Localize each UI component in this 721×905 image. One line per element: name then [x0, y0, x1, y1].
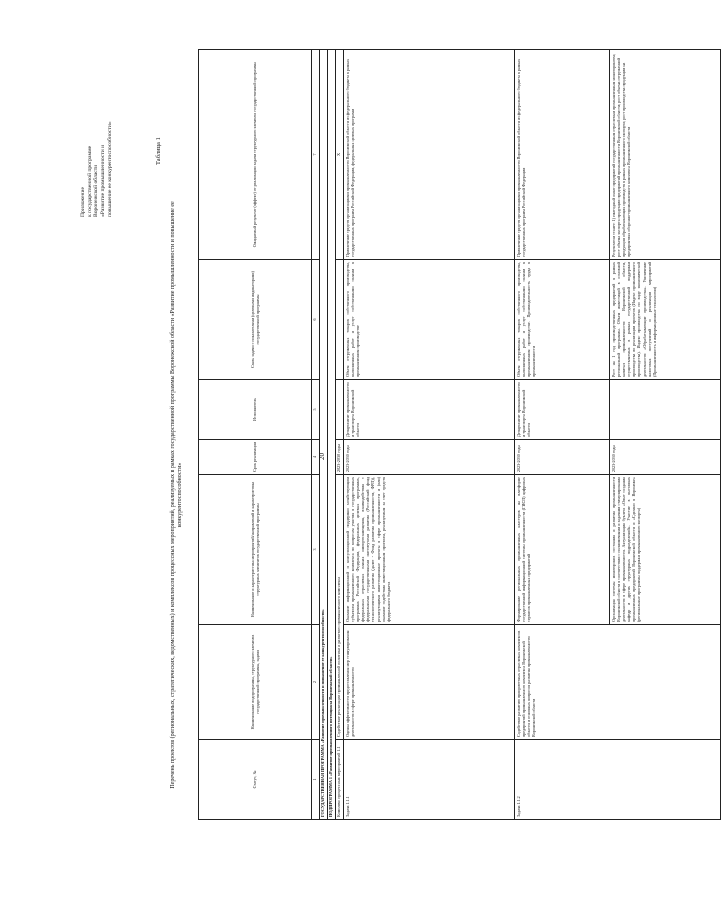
- task-period: 2023-2030 годы: [515, 440, 610, 475]
- column-number: 3: [312, 475, 320, 625]
- projects-table: [198, 49, 721, 820]
- task-link: Объем отгруженных товаров собственного производства, выполненных работ и услуг собственными силами в промышленном производстве: [344, 260, 515, 380]
- page-number: 20: [318, 453, 326, 460]
- subprogram-title: ПОДПРОГРАММА 1 «Развитие промышленного потенциала Воронежской области»: [328, 50, 336, 820]
- complex-name: Содействие реализации промышленной политики и развитию промышленного комплекса: [336, 475, 344, 740]
- table-label: Таблица 1: [155, 137, 162, 165]
- appendix-line: к государственной программе: [86, 145, 93, 217]
- column-number: 2: [312, 625, 320, 740]
- task-link: Объем отгруженных товаров собственного производства, выполненных работ и услуг собственными силами в промышленном производстве. Производительность труда в промышленности: [515, 260, 610, 380]
- column-number: 1: [312, 740, 320, 820]
- column-number: 7: [312, 50, 320, 260]
- table-row: [344, 50, 515, 820]
- appendix-line: Приложение: [80, 186, 86, 217]
- program-row: [320, 50, 328, 820]
- column-number: 4: [312, 440, 320, 475]
- task-result: Результатом станет: 1) ежегодный охват предприятий государственным отраслевым промышленным мониторингом; рост объема экспорта продукции предприятий промышленности Воронежской области; рост объема отгруженной продукции обрабатывающих производств в рамках промышленного экспорта; рост производства продукции на предприятиях оборонно-промышленного комплекса Воронежской области: [610, 50, 721, 260]
- complex-row: [336, 50, 344, 820]
- program-title: ГОСУДАРСТВЕННАЯ ПРОГРАММА «Развитие промышленности и повышение ее конкурентоспособности»: [320, 50, 328, 820]
- task-status: Задача 1.1.2: [515, 740, 721, 820]
- task-status: Задача 1.1.1: [344, 740, 515, 820]
- task-link: Рост на 1 год производственных предприятий в рамках региональной программы. Объем инвестиций в основной капитал промышленности Воронежской области, осуществляемых в рамках государственной поддержки производства по реализации проектов (Индекс промышленного производства). Индекс производства по виду экономической деятельности «Обрабатывающие производства». Увеличение налоговых поступлений и реализации мероприятий (Промышленность и информационные технологии): [610, 260, 721, 380]
- task-measures: Оказание информационной и консультационной поддержки хозяйствующим субъектам промышленного комплекса по вопросам участия в государственных программах Российской Федерации, федеральных целевых программах, федеральных отраслевых планах импортозамещения, взаимодействия с федеральными государственными институтами развития (Российский фонд технологического развития (далее - Фонд развития промышленности, ФРП)), реализующими инвестиционные проекты в сфере промышленности и (или) оказание содействия инвестиционным проектам, реализуемым за счет средств федерального бюджета: [344, 475, 515, 625]
- header-link: Связь задачи с показателями (целевыми индикаторами) государственной программы: [199, 260, 312, 380]
- task-name: Оценка эффективности предоставления мер стимулирования деятельности в сфере промышленности: [344, 625, 515, 740]
- task-name: Содействие развитию приоритетных отраслевых комплексов предприятий промышленного комплекса Воронежской области и основных вопросов развития промышленности Воронежской области: [515, 625, 721, 740]
- task-executor: Департамент промышленности и транспорта Воронежской области: [344, 380, 515, 440]
- header-status: Статус, №: [199, 740, 312, 820]
- header-executor: Исполнитель: [199, 380, 312, 440]
- task-executor: [610, 380, 721, 440]
- complex-result: X: [336, 50, 344, 260]
- column-number-row: [312, 50, 320, 820]
- document-title: Перечень проектов (региональных, стратегических, ведомственных) и комплексов процессных мероприятий, реализуемых в рамках государственной программы Воронежской области «Развитие промышленности и повышение ее конкурентоспособности»: [170, 201, 183, 789]
- task-period: 2023-2030 годы: [344, 440, 515, 475]
- subprogram-row: [328, 50, 336, 820]
- appendix-block: [80, 121, 114, 217]
- table-row: [515, 50, 610, 820]
- task-result: Привлечение средств организациями промышленности Воронежской области из федерального бюджета в рамках государственных программ Российской Федерации, федеральных целевых программ: [344, 50, 515, 260]
- header-row: [199, 50, 312, 820]
- complex-link: [336, 260, 344, 380]
- task-result: Привлечение средств организациями промышленности Воронежской области из федерального бюджета в рамках государственных программ Российской Федерации: [515, 50, 610, 260]
- task-executor: Департамент промышленности и транспорта Воронежской области: [515, 380, 610, 440]
- complex-executor: [336, 380, 344, 440]
- header-name: Наименование подпрограммы, структурного элемента государственной программы, задачи: [199, 625, 312, 740]
- header-period: Срок реализации: [199, 440, 312, 475]
- appendix-line: «Развитие промышленности и: [100, 144, 107, 217]
- appendix-line: повышение ее конкурентоспособности»: [106, 121, 113, 217]
- task-period: 2023-2030 годы: [610, 440, 721, 475]
- column-number: 6: [312, 260, 320, 380]
- task-measures: Формирование региональных промышленных кластеров на платформе государственной информационной системы промышленности (ГИСП) цифровых сервисов промышленных предприятий: [515, 475, 610, 625]
- task-measures: Организация системы мониторинга состояния и развития промышленности Воронежской области в соответствии с полномочиями и задачами стимулирования деятельности в сфере промышленности. Актуализация буклета «Опыт создания кафедр и других структурных подразделений». Участие в выставках промышленных предприятий Воронежской области и «Сделано в Воронеже» (региональные программы поддержки промышленного экспорта): [610, 475, 721, 625]
- column-number: 5: [312, 380, 320, 440]
- header-measures: Наименование и характеристика мероприятий/направлений и характеристика структурных элементов государственной программы: [199, 475, 312, 625]
- complex-period: 2023-2030 годы: [336, 440, 344, 475]
- appendix-line: Воронежской области: [93, 164, 100, 217]
- header-result: Ожидаемый результат (эффект) от реализации задачи структурного элемента государственной программы: [199, 50, 312, 260]
- complex-status: Комплекс процессных мероприятий 1.1: [336, 740, 344, 820]
